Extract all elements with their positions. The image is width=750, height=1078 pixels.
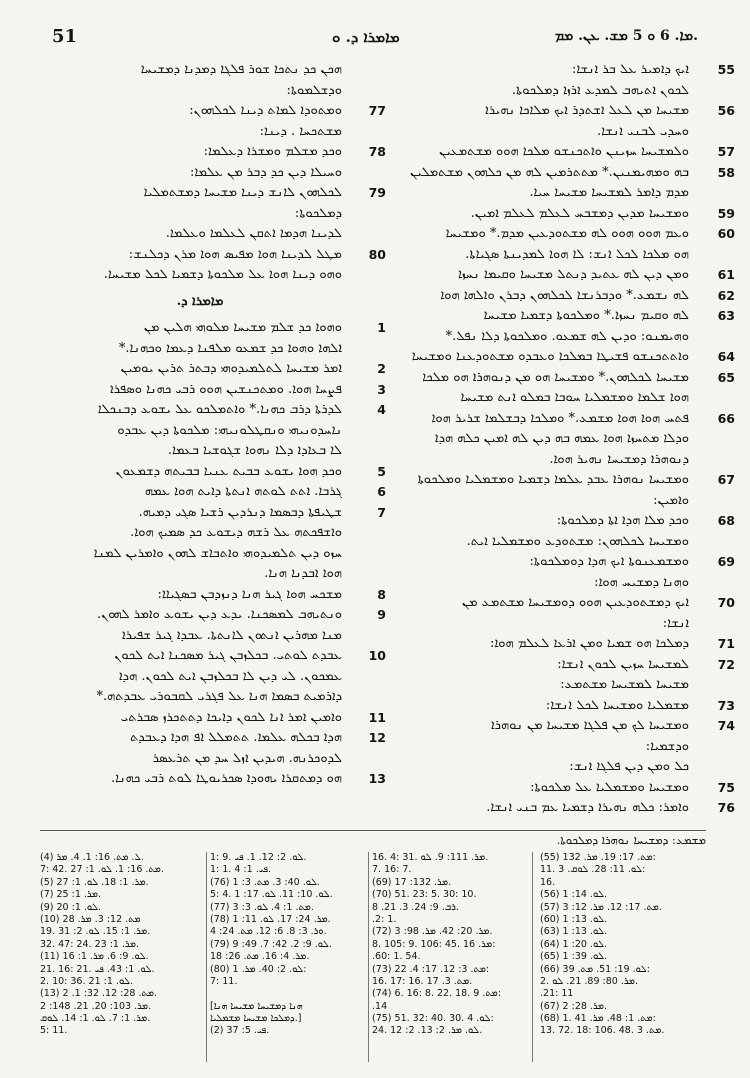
apparatus-line: (76) ܠܘ. 40: 3. ܡܬ. 3: 1. xyxy=(210,876,320,888)
apparatus-line: 19. ܡܪ. 1: 15. ܠܘ. 2: 31. xyxy=(40,926,151,938)
verse-text: ܗܘܐ ܫܠܡܐ ܘܡܫܡܠܝܐ ܚܘܒܐ ܒܡܠܘ ܐܢܬ ܡܫܝܚܐ xyxy=(460,390,689,405)
verse-text: ܠܐ ܒܥܐܕܐ ܕܠܐ ܢܗܘܐ ܫܓܘܫܝܐ ܒܥܡܐ. xyxy=(167,443,342,458)
verse-number: 3 xyxy=(377,381,386,397)
apparatus-line: 2. 10: 36. ܠܘ. 1: 21. xyxy=(40,975,134,987)
verse-text: ܗܟܢ ܟܕ ܢܬܟܐ ܫܘܪ ܦܠܓܐ ܕܡܕܢܐ ܕܡܫܝܚܐ xyxy=(140,62,342,77)
apparatus-line: 5: 4. ܠܘ. 10: 11. ܠܘ. 17: 1. xyxy=(210,889,333,901)
verse-text: ܠܟܘܢ ܐܬܝܗܒ ܠܡܕܥ ܐܪܙܐ ܕܡܠܟܘܬܐ. xyxy=(511,82,689,98)
apparatus-line: (75) 51. 32: 40. 30. ܠܘ. 4: xyxy=(372,1013,494,1025)
apparatus-divider xyxy=(368,852,369,1062)
page-header xyxy=(52,26,698,50)
verse-number: 9 xyxy=(377,607,386,622)
verse-text: ܠܗ ܘܩܝܡ ܢܚܙܐ.* ܘܡܠܟܘܬܐ ܕܫܡܝܐ ܡܫܝܚܐ xyxy=(483,308,689,323)
verse-text: ܘܡܫܝܚܐ ܠܟ ܡܢ ܦܠܓܐ ܡܫܝܚܐ ܡܢ ܢܘܗܪܐ xyxy=(491,718,689,733)
verse-line xyxy=(385,552,735,573)
verse-text: ܥܒܕܬ ܠܘܬܝ. ܒܟܠܙܒܢ ܓܝܪ ܡܣܟܢܐ ܐܝܬ ܠܟܘܢ xyxy=(114,648,342,663)
apparatus-column-1 xyxy=(540,852,706,1038)
verse-line xyxy=(40,224,360,245)
verse-line xyxy=(385,532,707,553)
verse-line xyxy=(40,441,360,462)
verse-line xyxy=(385,450,707,471)
verse-line xyxy=(40,60,360,81)
verse-line xyxy=(385,224,735,245)
verse-text: ܘܡܫܝܚܐ ܡܕܝܢ ܕܡܫܒܚ ܠܥܠܡ ܠܥܠܡ ܐܡܝܢ. xyxy=(470,205,689,221)
verse-text: ܘܠܡܫܝܚܐ ܚܙܝܢܢ ܘܐܬܟܢܫܘ ܡܠܟܐ ܗܘܘ ܡܫܬܡܥܝܢ xyxy=(439,144,689,159)
verse-line xyxy=(40,728,386,749)
apparatus-line: ܡܪ. 1: 7. ܠܘ. 1: 14. ܠܘܩ. xyxy=(40,1013,151,1025)
apparatus-column-4 xyxy=(40,852,204,1038)
verse-number: 5 xyxy=(377,463,386,479)
right-text-column xyxy=(385,60,735,819)
apparatus-line: 21. 16: 21. ܠܘ. 1: 43. ܦܝ. xyxy=(40,963,155,975)
verse-number: 80 xyxy=(368,246,386,262)
apparatus-line: 16. 17: 16. ܡܬ. 3. 17. xyxy=(372,975,473,987)
verse-line xyxy=(385,327,707,348)
apparatus-line: (57) ܡܬ. 17: 12. ܡܪ. 12: 3. xyxy=(540,901,662,913)
verse-text: ܘܕܠܐ ܡܬܚܙܐ ܗܘܐ ܥܡܗ ܒܗ ܕܝܢ ܠܗ ܐܡܝܢ ܟܠܗ ܗܕܐ xyxy=(434,431,689,446)
verse-text: ܗܕܐ ܒܟܠܗ ܥܠܡܐ. ܬܬܡܠܠ ܐܦ ܗܕܐ ܕܥܒܕܬ xyxy=(130,730,342,745)
verse-line xyxy=(40,183,386,204)
verse-line xyxy=(40,380,386,401)
verse-line xyxy=(40,564,360,585)
apparatus-line: ܡܪ. 4: 16. ܡܬ. 26: 18. xyxy=(210,951,310,963)
apparatus-line: (64) ܠܘ. 20: 1. xyxy=(540,938,608,950)
verse-number: 59 xyxy=(717,205,735,221)
verse-text: ܠܟܠܗܘܢ ܠܐܢܫ ܕܝܢܐ ܡܫܝܚܐ ܕܡܫܬܡܠܝܐ xyxy=(143,185,342,200)
verse-line xyxy=(40,265,360,286)
verse-number: 60 xyxy=(717,226,735,241)
verse-text: ܡܢܐ ܡܗܪܝܢ ܐܢܬܘܢ ܠܐܢܬܬܐ. ܥܒܕܐ ܓܝܪ ܫܦܝܪܐ xyxy=(122,627,342,643)
verse-text: ܘܥܡ ܗܘܘ ܗܘܘ ܠܗ ܡܫܬܘܕܥܝܢ ܡܕܡ.* ܘܡܫܝܚܐ xyxy=(445,226,689,241)
apparatus-line: 5: 11. xyxy=(40,1025,68,1037)
apparatus-line: (78) ܡܪ. 24: 17. ܠܘ. 11: 1. xyxy=(210,913,331,925)
verse-text: ܠܕܘܟܪܢܗ. ܗܝܕܝܢ ܐܙܠ ܚܕ ܡܢ ܬܪܥܣܪ xyxy=(152,750,342,766)
verse-line xyxy=(40,605,386,626)
verse-line xyxy=(385,778,735,799)
footnote: ܡܫܡܥ: ܕܡܫܝܚܐ ܢܘܗܪܐ ܕܡܠܟܘܬܐ. xyxy=(40,830,706,848)
verse-line xyxy=(40,163,360,184)
critical-apparatus xyxy=(40,852,706,1067)
verse-line xyxy=(385,737,707,758)
apparatus-divider xyxy=(532,852,533,1062)
verse-text: ܐܡܪ ܡܫܝܚܐ ܠܬܠܡܝܕܘܗܝ ܕܒܬܪ ܬܪܝܢ ܝܘܡܝܢ xyxy=(120,361,342,376)
verse-line xyxy=(40,101,386,122)
apparatus-line: (72) ܡܪ. 20: 42. ܡܪ. 98: 3. xyxy=(372,926,493,938)
apparatus-line: (2) ܦܝ. 5: 37. xyxy=(210,1025,270,1037)
apparatus-line: 16. 4: 31. ܡܪ. 111: 9. ܠܘ. xyxy=(372,852,489,863)
verse-line xyxy=(40,769,386,790)
verse-number: 75 xyxy=(717,779,735,795)
verse-number: 78 xyxy=(368,144,386,159)
verse-line xyxy=(40,359,386,380)
apparatus-column-3 xyxy=(210,852,366,1038)
verse-line xyxy=(385,409,735,430)
verse-number: 58 xyxy=(717,164,735,180)
verse-text: ܘܐܬܬܟܢܫܘ ܦܫܝܛܐ ܒܡܠܟܐ ܘܥܒܕܘ ܡܫܬܘܕܥܢܐ ܘܡܫܝܚܐ xyxy=(411,349,689,364)
verse-text: ܡܛܠ ܠܕܝܢܐ ܗܘܐ ܡܦܝܣ ܗܘܐ ܡܪܢ ܕܟܠܢܫ: xyxy=(128,246,342,262)
apparatus-line: 24. ܠܘ. ܡܪ. 2: 13. 2: 12. xyxy=(372,1025,483,1037)
verse-line xyxy=(40,482,386,503)
verse-line xyxy=(40,503,386,524)
verse-line xyxy=(385,347,735,368)
verse-text: ܘܐܡܪ: ܟܠܗ ܢܗܝܪܐ ܕܫܡܝܐ ܥܡ ܒܢܝ ܐܢܫܐ. xyxy=(486,800,689,815)
verse-line xyxy=(40,462,386,483)
apparatus-line: (65) ܠܘ. 39: 1. xyxy=(540,951,608,963)
apparatus-line: .2: 1. xyxy=(372,913,397,925)
verse-number: 4 xyxy=(377,402,386,417)
apparatus-line: (60) ܠܘ. 13: 1. xyxy=(540,913,608,925)
apparatus-divider xyxy=(206,852,207,1062)
verse-line xyxy=(40,708,386,729)
verse-number: 6 xyxy=(377,484,386,499)
verse-number: 8 xyxy=(377,586,386,602)
verse-line xyxy=(385,286,735,307)
apparatus-line: (63) ܠܘ. 13: 1. xyxy=(540,926,608,938)
verse-line xyxy=(385,163,735,184)
apparatus-line: (73) ܡܬ. 3: 12. 17: 4. 22: xyxy=(372,963,490,975)
verse-text: ܕܡܠܟܘܬܐ: xyxy=(294,205,342,221)
apparatus-line: ܪܒ. 9: 24. 3. 21. 8. xyxy=(372,901,459,913)
verse-text: ܘܕܫܡܝܐ: xyxy=(645,738,689,754)
verse-line xyxy=(385,757,707,778)
verse-text: ܫܛܝܦܬܐ ܕܒܣܡܐ ܕܢܪܕܝܢ ܪܫܝܐ ܣܓܝ ܕܡܝܗ. xyxy=(138,504,342,520)
verse-line xyxy=(40,667,360,688)
verse-text: ܡܕܡ ܕܐܡܪ ܠܡܫܝܚܐ ܡܫܝܚܐ ܚܝܐ. xyxy=(529,185,689,200)
apparatus-line: (9) ܠܘ. 1: 20. xyxy=(40,901,102,913)
verse-line xyxy=(385,614,707,635)
verse-number: 67 xyxy=(717,472,735,487)
apparatus-line: (10) ܡܬ. 12: 3. ܡܪ. 28 xyxy=(40,913,141,925)
verse-text: ܘܡܫܝܚܐ ܢܘܗܪܐ ܥܒܕ ܥܠܡܐ ܕܫܡܝܐ ܘܡܫܡܠܝܐ ܘܡܠܟܘܬܐ xyxy=(417,472,689,487)
apparatus-line xyxy=(210,988,366,1000)
apparatus-line: .21: 11 xyxy=(540,988,574,1000)
verse-number: 56 xyxy=(717,103,735,118)
verse-text: ܠܗ ܢܫܡܥ.* ܘܕܒܪܢܫܐ ܠܟܠܗܘܢ ܕܒܪܢ ܘܐܠܗܐ ܗܘܐ xyxy=(440,287,689,303)
verse-line xyxy=(40,687,360,708)
verse-text: ܘܗܘܐ ܟܕ ܫܠܡ ܡܫܝܚܐ ܡܠܘܗܝ ܗܠܝܢ ܡܢ xyxy=(143,320,342,335)
apparatus-line: (66) ܠܘ. 19: 51. ܡܬ. 39: xyxy=(540,963,650,975)
verse-number: 13 xyxy=(368,771,386,786)
verse-text: ܘܐܡܝܢ: xyxy=(653,492,689,508)
verse-number: 61 xyxy=(717,267,735,282)
verse-line xyxy=(385,101,735,122)
verse-line xyxy=(385,593,735,614)
verse-line xyxy=(385,573,707,594)
verse-line xyxy=(385,60,735,81)
section-heading: ܡܐܡܪܐ ܕ. xyxy=(176,293,224,309)
verse-line xyxy=(40,339,360,360)
verse-line xyxy=(385,204,735,225)
verse-text: ܐܠܗܐ ܘܗܘܐ ܟܕ ܫܡܥܘ ܡܠܦܢܐ ܕܥܡܐ ܘܟܗܢܐ.* xyxy=(118,340,342,356)
verse-line xyxy=(40,749,360,770)
verse-number: 64 xyxy=(717,349,735,364)
verse-line xyxy=(385,798,735,819)
verse-text: ܘܡܫܡܥܢܘܬܐ ܐܝܟ ܗܕܐ ܕܘܡܠܟܘܬܐ: xyxy=(529,554,689,569)
apparatus-line: 32. 47: 24. ܡܪ. 1: 23. xyxy=(40,938,140,950)
verse-line xyxy=(385,245,707,266)
apparatus-line: ܕܡܠܟܐ ܡܫܝܚܐ ܡܫܡܠܝܐ.] xyxy=(210,1013,302,1025)
verse-text: ܡܫܟܚ ܗܘܐ ܓܝܪ ܗܢܐ ܕܢܙܕܒܢ ܒܣܓܝܐܐ: xyxy=(157,586,342,602)
apparatus-line: (5) ܡܪ. 1: 18. ܠܘ. 1: 27. xyxy=(40,876,149,888)
verse-text: ܘܚܝܠܐ ܕܝܢ ܟܕ ܕܒܪ ܡܢ ܥܠܡܐ: xyxy=(190,164,342,180)
verse-text: ܘܐܫܦܟܬܗ ܥܠ ܪܫܗ ܕܝܫܘܥ ܟܕ ܣܡܝܟ ܗܘܐ. xyxy=(130,525,342,540)
verse-number: 11 xyxy=(368,709,386,725)
verse-text: ܐܝܟ ܕܡܫܬܘܕܥܝܢ ܗܘܘ ܕܘܡܫܝܚܐ ܡܫܬܡܥ ܡܢ xyxy=(461,595,689,610)
verse-line xyxy=(385,675,707,696)
verse-text: ܘܗܢܐ ܕܡܫܝܚ ܗܘܐ: xyxy=(594,574,689,590)
verse-number: 72 xyxy=(717,656,735,672)
verse-text: ܟܠ ܘܡܢ ܕܝܢ ܦܠܓܐ ܐܢܫ: xyxy=(569,759,689,774)
apparatus-line: .14 xyxy=(372,1000,388,1012)
verse-line xyxy=(40,318,386,339)
verse-line xyxy=(40,646,386,667)
verse-text: ܡܫܝܚܐ ܠܡܫܝܚܐ ܡܫܬܡܥ: xyxy=(560,677,689,692)
verse-line xyxy=(385,183,707,204)
verse-text: ܘܗܝܡܢܘ: ܘܕܝܢ ܠܗ ܫܡܥܘ. ܘܡܠܟܘܬܐ ܕܠܐ ܢܦܠ.* xyxy=(445,328,689,344)
verse-text: ܠܕܝܢܐ ܗܕܡܐ ܐܬܩܢ ܠܥܠܡܐ ܘܥܠܡܐ. xyxy=(165,226,342,241)
verse-text: ܥܡܟܘܢ. ܠܝ ܕܝܢ ܠܐ ܒܟܠܙܒܢ ܐܝܬ ܠܟܘܢ. ܗܕܐ xyxy=(119,668,342,684)
verse-line xyxy=(40,122,360,143)
verse-text: ܠܕܪܬܐ ܕܪܒ ܟܗܢܐ.* ܘܐܬܡܠܟܘ ܥܠ ܝܫܘܥ ܕܒܢܟܠܐ xyxy=(97,402,342,417)
verse-line xyxy=(40,400,386,421)
verse-line xyxy=(385,696,735,717)
verse-line xyxy=(385,716,735,737)
verse-text: ܦܬܚ ܗܘܐ ܗܘܐ ܡܫܡܥ.* ܘܡܠܟܐ ܕܒܫܠܡܐ ܫܪܝܪ ܗܘܐ xyxy=(431,410,689,426)
verse-text: ܡܫܝܚܐ ܠܟܠܗܘܢ.* ܘܡܫܝܚܐ ܗܘ ܡܢ ܕܢܘܗܪܐ ܗܘ ܡܠܟܐ xyxy=(422,369,689,385)
verse-line xyxy=(385,142,735,163)
verse-text: ܠܡܫܝܚܐ ܚܙܝܢ ܠܟܘܢ ܐܢܫܐ: xyxy=(557,656,689,672)
apparatus-line: 16. xyxy=(540,876,556,888)
verse-line xyxy=(385,429,707,450)
apparatus-line: 7. 16: 7. xyxy=(372,864,412,876)
page-number: 51 xyxy=(52,26,78,47)
apparatus-line: 7: 42. ܡܬ. 16: 1. ܠܘ. 1: 27. xyxy=(40,864,164,876)
apparatus-line: (56) ܠܘ. 14: 1. xyxy=(540,889,608,901)
verse-text: ܘܡܬܘܕܐ ܠܡܐܬ ܕܝܢܐ ܠܟܠܗܘܢ: xyxy=(189,103,342,118)
verse-text: ܕܡܠܟܐ ܗܘ ܫܡܝܐ ܘܡܢ ܐܪܥܐ ܠܥܠܡ ܗܘܐ: xyxy=(490,636,689,651)
verse-line xyxy=(40,523,360,544)
apparatus-line: (67) ܡܪ. 28: 2. xyxy=(540,1000,608,1012)
verse-text: ܗܘ ܡܠܟܐ ܠܟܠ ܐܢܫ: ܠܐ ܗܘܐ ܠܡܕܝܢܬܐ ܣܓܝܐܬܐ. xyxy=(465,246,689,262)
apparatus-line: 11. ܠܘ. 11: 28. ܠܘܩ. 3: xyxy=(540,864,646,876)
verse-number: 57 xyxy=(717,144,735,159)
apparatus-line: (4) ܠ. ܡܬ. 16: 1. 4. ܡܪ. xyxy=(40,852,144,863)
verse-text: ܕܐܪܡܝܬ ܒܣܡܐ ܗܢܐ ܥܠ ܦܓܪܝ ܠܩܒܘܪܝ ܥܒܕܬܗ.* xyxy=(96,689,342,704)
verse-number: 2 xyxy=(377,361,386,376)
verse-text: ܘܗܘ ܕܝܢܐ ܗܘܐ ܥܠ ܡܠܟܘܬܐ ܕܫܡܝܐ ܠܟܠ ܡܫܝܚܐ. xyxy=(103,267,342,282)
running-head: ܡܐܡܪܐ ܕ. ܘ xyxy=(332,28,400,46)
verse-line xyxy=(385,122,707,143)
verse-line xyxy=(40,245,386,266)
verse-number: 73 xyxy=(717,697,735,713)
verse-number: 63 xyxy=(717,308,735,323)
verse-text: ܦܨܚܐ ܗܘܐ. ܘܡܬܟܢܫܝܢ ܗܘܘ ܪܒܝ ܟܗܢܐ ܘܣܦܪܐ xyxy=(110,381,342,397)
verse-number: 77 xyxy=(368,103,386,118)
verse-line xyxy=(40,585,386,606)
verse-text: ܐܢܫܐ: xyxy=(662,615,689,631)
apparatus-line: (68) 1. ܡܬ. 1: 48. ܡܪ. 41: xyxy=(540,1013,656,1025)
verse-text: ܘܐܡܝܢ ܐܡܪ ܐܢܐ ܠܟܘܢ ܕܐܝܟܐ ܕܬܬܟܪܙ ܣܒܪܬܝ xyxy=(120,709,342,725)
verse-number: 74 xyxy=(717,718,735,733)
verse-text: ܡܫܡܠܝܐ ܘܡܫܝܚܐ ܠܟܠ ܐܢܫܐ: xyxy=(545,697,689,713)
verse-text: ܘܡܢ ܕܝܢ ܠܗ ܥܬܝܕ ܕܢܬܠ ܡܫܝܚܐ ܘܩܝܡܐ ܢܚܙܐ xyxy=(458,267,689,282)
apparatus-line: ܡܪ. 103: 20. 21. 148: 2. xyxy=(40,1000,152,1012)
verse-number: 12 xyxy=(368,730,386,745)
apparatus-line: (11) ܠܘ. 9: 6. ܡܪ. 1: 16. xyxy=(40,951,149,963)
verse-text: ܕܢܘܗܪܐ ܕܡܫܝܚܐ ܢܗܝܪ ܗܘܐ. xyxy=(549,451,689,467)
verse-text: ܘܢܬܝܗܒ ܠܡܣܟܢܐ. ܝܕܥ ܕܝܢ ܝܫܘܥ ܘܐܡܪ ܠܗܘܢ. xyxy=(96,607,342,622)
verse-number: 66 xyxy=(717,410,735,426)
verse-text: ܘܡܫܝܚܐ ܘܡܫܡܠܝܐ ܥܠ ܡܠܟܘܬܐ: xyxy=(530,779,689,795)
apparatus-line: (79) ܠܘ. 9: 2. 42: 7. 49: 9. xyxy=(210,938,332,950)
verse-number: 76 xyxy=(717,800,735,815)
verse-text: ܐܝܟ ܕܐܡܝܪ ܥܠ ܒܪ ܐܢܫܐ: xyxy=(571,62,689,77)
apparatus-line: (77) ܡܬ. 1: 4. ܠܘ. 3: 3. xyxy=(210,901,314,913)
verse-line xyxy=(385,511,735,532)
apparatus-line: (13) ܡܬ. 28: 12. 32: 1. 2. xyxy=(40,988,157,1000)
verse-text: ܘܕܫܠܡܘܬܐ: xyxy=(286,82,342,98)
verse-number: 70 xyxy=(717,595,735,610)
apparatus-line: 7: 11. xyxy=(210,975,238,987)
verse-line xyxy=(40,204,360,225)
verse-text: ܘܡܫܝܚܐ ܠܟܠܗܘܢ: ܡܫܬܘܕܥ ܘܡܫܡܠܝܐ ܐܝܬ. xyxy=(466,533,689,549)
verse-line xyxy=(40,626,360,647)
verse-text: ܘܚܕܝ ܠܒܢܝ ܐܢܫܐ. xyxy=(596,123,689,139)
verse-text: ܡܫܬܟܚܐ . ܕܝܢܐ: xyxy=(259,123,342,139)
verse-text: ܘܟܕ ܡܠܐ ܗܕܐ ܐܬܐ ܕܡܠܟܘܬܐ: xyxy=(556,513,689,528)
verse-line xyxy=(385,368,735,389)
apparatus-column-2 xyxy=(372,852,530,1038)
apparatus-line: 1: 1. ܦܝ. 1: 4. xyxy=(210,864,272,876)
apparatus-line: (7) ܡܪ. 1: 25. xyxy=(40,889,101,901)
verse-line xyxy=(385,470,735,491)
verse-text: ܘܟܕ ܡܫܠܡ ܘܡܫܪܐ ܕܥܠܡܐ: xyxy=(203,144,342,159)
apparatus-line: (55) ܡܬ. 17: 19. ܡܪ. 132: xyxy=(540,852,656,863)
verse-text: ܢܐܚܕܘܢܝܗܝ ܘܢܩܛܠܘܢܝܗܝ: ܡܠܟܘܬܐ ܕܝܢ ܥܒܕܘ xyxy=(117,422,342,438)
verse-line xyxy=(40,421,360,442)
apparatus-line: 1: 9. ܠܘ. 2: 12. 1. ܦܝ. xyxy=(210,852,307,863)
verse-line xyxy=(40,81,360,102)
verse-text: ܚܙܘ ܕܝܢ ܬܠܡܝܕܘܗܝ ܘܐܬܒܐܫ ܠܗܘܢ ܘܐܡܪܝܢ ܠܡܢܐ xyxy=(93,545,342,561)
apparatus-line: 8. 105: 9. 106: 45. ܡܪ. 16: xyxy=(372,938,496,950)
apparatus-line: (80) ܠܘ. 2: 40. ܡܪ. 1: xyxy=(210,963,307,975)
verse-line xyxy=(385,655,735,676)
apparatus-line: (70) 51. 23: 5. 30: 10. xyxy=(372,889,477,901)
verse-text: ܒܗ ܘܡܗܝܡܢܝܢ.* ܡܬܬܪܡܝܢ ܠܗ ܡܢ ܟܠܗܘܢ ܡܫܬܡܠܝܢ xyxy=(409,164,689,180)
verse-text: ܘܟܕ ܗܘܐ ܝܫܘܥ ܒܒܝܬ ܥܢܝܐ ܒܒܝܬܗ ܕܫܡܥܘܢ xyxy=(115,463,342,479)
chapter-reference: ܡܐ. 6 ܘ 5 ܡܫ. ܥܢ. ܡܡ. xyxy=(554,28,698,44)
apparatus-line: [ܗܢܐ ܕܡܫܝܚܐ ܡܫܝܚܐ ܗܢܐ xyxy=(210,1000,303,1012)
verse-text: ܗܘܐ ܐܒܕܢܐ ܗܢܐ. xyxy=(264,566,342,581)
verse-number: 68 xyxy=(717,513,735,528)
left-text-column xyxy=(40,60,386,790)
verse-number: 65 xyxy=(717,369,735,385)
verse-line xyxy=(385,306,735,327)
verse-text: ܓܪܒܐ. ܐܬܬ ܠܘܬܗ ܐܢܬܬܐ ܕܐܝܬ ܗܘܐ ܥܡܗ xyxy=(144,484,342,499)
verse-number: 79 xyxy=(368,185,386,200)
verse-number: 69 xyxy=(717,554,735,569)
verse-number: 1 xyxy=(377,320,386,335)
verse-line xyxy=(385,388,707,409)
apparatus-line: ܘܪ. 3: 8. 6: 12. ܡܬ. 24: 4. xyxy=(210,926,327,938)
verse-text: ܡܫܝܚܐ ܡܢ ܠܥܠ ܐܫܬܕܪ ܐܝܟ ܡܠܐܟܐ ܢܗܝܪܐ xyxy=(485,103,689,118)
verse-number: 55 xyxy=(717,62,735,77)
apparatus-line: 2. ܡܪ. 80: 89. 21. ܠܘ. xyxy=(540,975,638,987)
verse-number: 71 xyxy=(717,636,735,651)
apparatus-line: (69) ܡܪ. 132: 17. xyxy=(372,876,452,888)
verse-number: 10 xyxy=(368,648,386,663)
verse-text: ܗܘ ܕܡܬܩܪܐ ܝܗܘܕܐ ܣܟܪܝܘܛܐ ܠܘܬ ܪܒܝ ܟܗܢܐ. xyxy=(111,771,342,786)
verse-number: 7 xyxy=(377,504,386,520)
apparatus-line: 13. 72. 18: 106. 48. ܡܬ. 3. xyxy=(540,1025,665,1037)
verse-line xyxy=(385,265,735,286)
apparatus-line: (74) 6. 16: 8. 22. 18. ܡܬ. 9: xyxy=(372,988,501,1000)
verse-line xyxy=(385,491,707,512)
verse-line xyxy=(385,81,707,102)
verse-line xyxy=(40,142,386,163)
apparatus-line: .60: 1. 54. xyxy=(372,951,421,963)
verse-line xyxy=(385,634,735,655)
verse-line xyxy=(40,544,360,565)
verse-number: 62 xyxy=(717,287,735,303)
